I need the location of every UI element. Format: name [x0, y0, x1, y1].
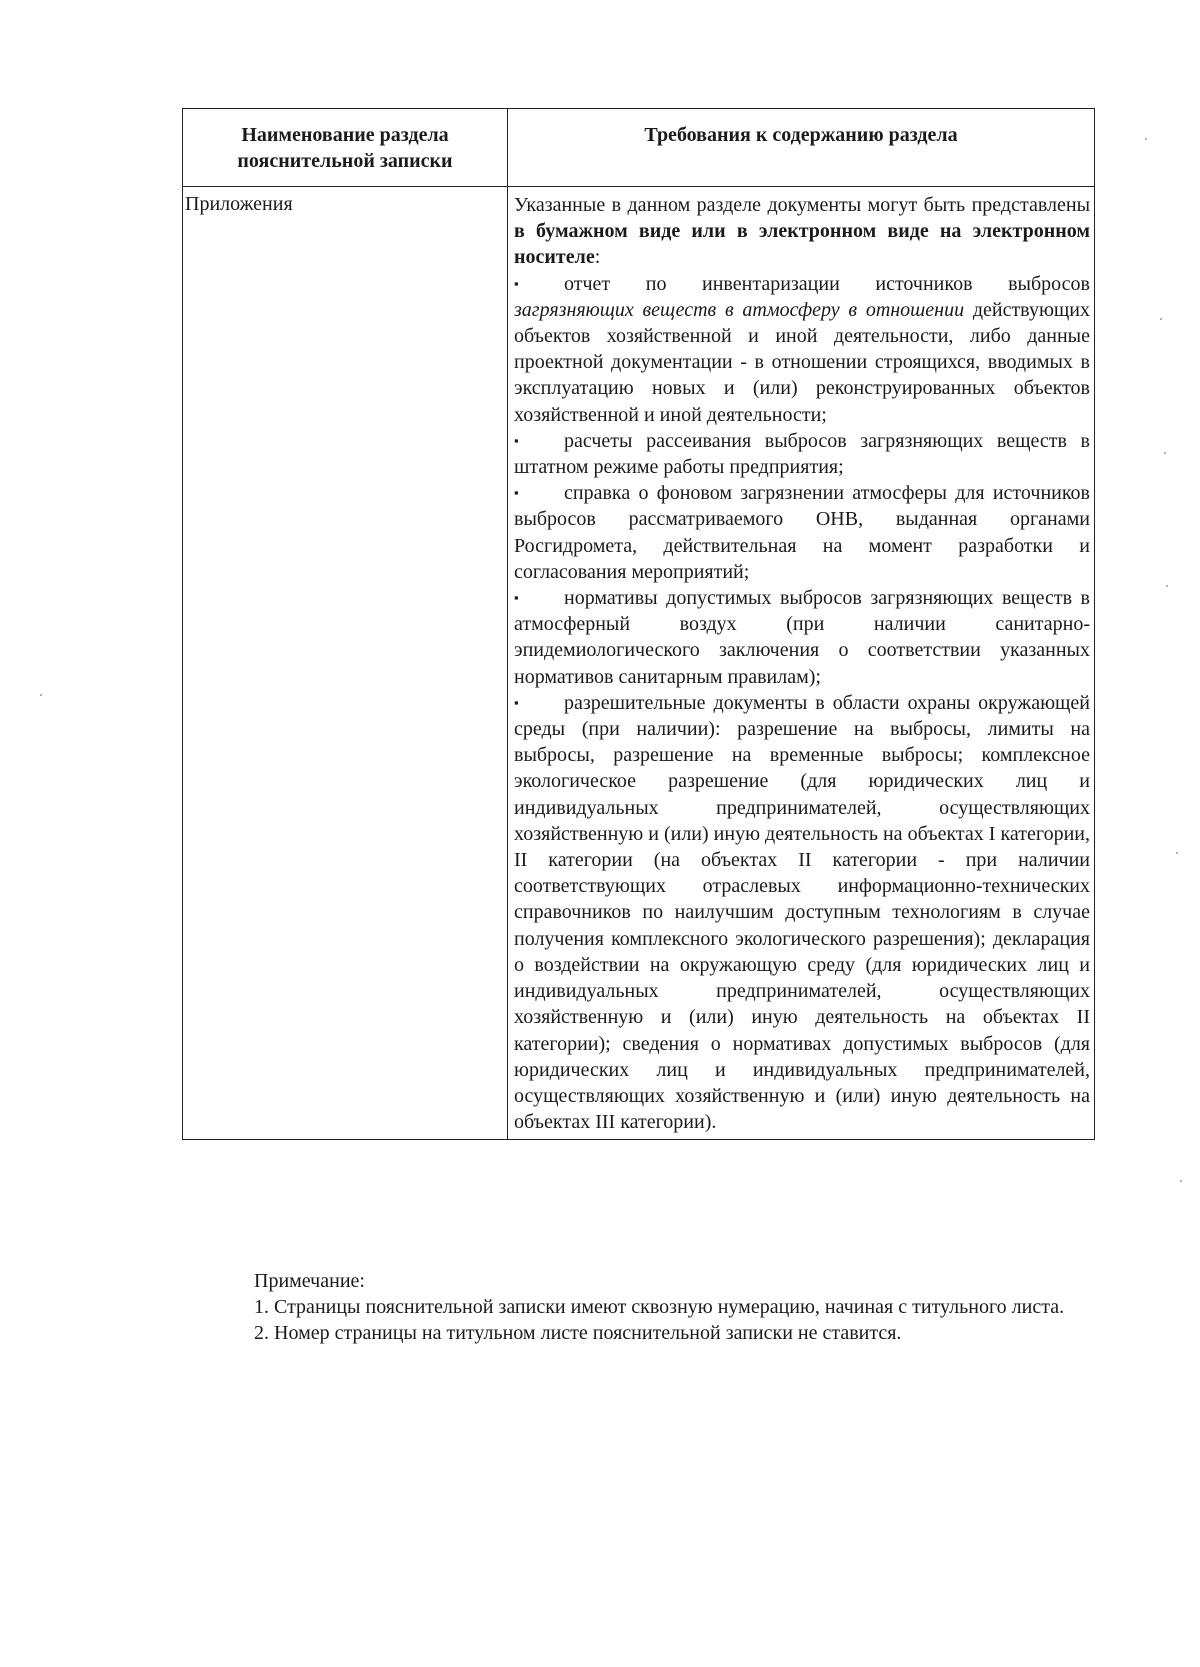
intro-end: :: [594, 246, 601, 269]
bullet-icon: ▪: [514, 590, 519, 606]
list-item: [514, 690, 1090, 1135]
scan-speck: [40, 694, 42, 696]
scan-speck: [1160, 318, 1162, 320]
list-item: [514, 271, 1090, 428]
bullet-icon: ▪: [514, 432, 519, 448]
requirements-table: [182, 108, 1095, 1140]
table-row: [183, 187, 1095, 1140]
intro-paragraph: [514, 192, 1090, 271]
table-header-row: [183, 109, 1095, 187]
notes-block: [182, 1268, 1094, 1346]
scan-speck: [1145, 138, 1147, 140]
notes-heading: Примечание:: [254, 1270, 365, 1292]
list-item-text-end: действующих объектов хозяйственной и иной деятельности, либо данные проектной документации - в отношении строящихся, вводимых в эксплуатацию новых и (или) реконструированных объектов хозяйственной и иной деятельности;: [514, 298, 1090, 426]
bullet-icon: ▪: [514, 694, 519, 710]
scan-speck: [1176, 852, 1178, 854]
note-item-2: 2. Номер страницы на титульном листе пояснительной записки не ставится.: [254, 1322, 902, 1344]
list-item-text: отчет по инвентаризации источников выбросов: [564, 272, 1090, 295]
list-item-text: расчеты рассеивания выбросов загрязняющих веществ в штатном режиме работы предприятия;: [514, 429, 1090, 479]
scan-speck: [1166, 585, 1168, 587]
list-item-text: нормативы допустимых выбросов загрязняющих веществ в атмосферный воздух (при наличии санитарно-эпидемиологического заключения о соответствии указанных нормативов санитарным правилам);: [514, 587, 1090, 688]
list-item-text: справка о фоновом загрязнении атмосферы для источников выбросов рассматриваемого ОНВ, выданная органами Росгидромета, действительная на момент разработки и согласования мероприятий;: [514, 482, 1090, 583]
list-item: [514, 480, 1090, 585]
intro-bold-text: в бумажном виде или в электронном виде на электронном носителе: [514, 220, 1090, 269]
scan-speck: [1164, 452, 1166, 454]
scan-speck: [1180, 1180, 1182, 1182]
header-requirements: Требования к содержанию раздела: [508, 109, 1095, 187]
intro-text: Указанные в данном разделе документы могут быть представлены: [514, 194, 1090, 216]
header-section-name: Наименование раздела пояснительной записки: [183, 109, 508, 187]
list-item-text: разрешительные документы в области охраны окружающей среды (при наличии): разрешение на выбросы, лимиты на выбросы, разрешение на временные выбросы; комплексное экологическое разрешение (для юридических лиц и индивидуальных предпринимателей, осуществляющих хозяйственную и (или) иную деятельность на объектах I категории, II категории (на объектах II категории - при наличии соответствующих отраслевых информационно-технических справочников по наилучшим доступным технологиям в случае получения комплексного экологического разрешения); декларация о воздействии на окружающую среду (для юридических лиц и индивидуальных предпринимателей, осуществляющих хозяйственную и (или) иную деятельность на объектах II категории); сведения о нормативах допустимых выбросов (для юридических лиц и индивидуальных предпринимателей, осуществляющих хозяйственную и (или) иную деятельность на объектах III категории).: [514, 691, 1090, 1134]
note-item-1: 1. Страницы пояснительной записки имеют сквозную нумерацию, начиная с титульного листа.: [254, 1296, 1065, 1318]
requirements-cell: [508, 187, 1095, 1140]
list-item: [514, 585, 1090, 690]
bullet-icon: ▪: [514, 275, 519, 291]
list-item-italic-text: загрязняющих веществ в атмосферу в отношении: [514, 298, 965, 321]
section-name-cell: Приложения: [183, 187, 508, 1140]
bullet-icon: ▪: [514, 485, 519, 501]
list-item: [514, 428, 1090, 480]
